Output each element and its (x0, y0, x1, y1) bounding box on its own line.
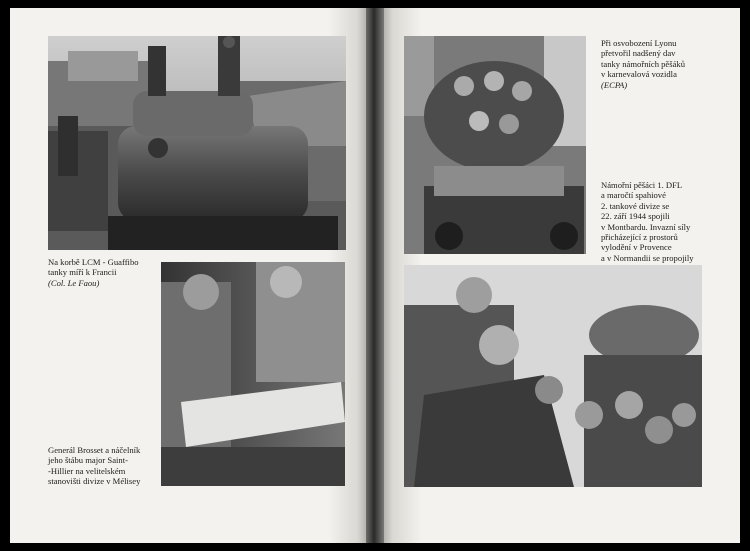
caption-line: přetvořil nadšený dav (601, 48, 676, 59)
tank-photo (48, 36, 346, 250)
officers-photo (161, 262, 345, 486)
caption-line: 2. tankové divize se (601, 200, 670, 211)
caption-tank (48, 257, 139, 288)
caption-line: vylodění v Provence (601, 242, 672, 253)
caption-line: Generál Brosset a náčelník (48, 445, 141, 455)
caption-line: v karnevalová vozidla (601, 69, 677, 80)
caption-line: a v Normandii se propojily (601, 252, 694, 263)
caption-line: Námořní pěšáci 1. DFL (601, 180, 683, 190)
caption-montbard (601, 180, 694, 263)
caption-credit: (Col. Le Faou) (48, 277, 100, 288)
caption-line: přicházející z prostorů (601, 232, 678, 243)
caption-line: v Montbardu. Invazní síly (601, 221, 691, 232)
soldiers-photo (404, 265, 702, 487)
caption-line: stanovišti divize v Mélisey (48, 476, 141, 487)
caption-line: jeho štábu major Saint- (48, 455, 128, 466)
caption-brosset (48, 445, 140, 487)
caption-line: Na korbě LCM - Guaffibo (48, 257, 139, 267)
caption-line: a maročtí spahiové (601, 190, 666, 201)
book-gutter (366, 8, 384, 543)
caption-lyon (601, 38, 685, 90)
caption-line: Při osvobození Lyonu (601, 38, 677, 48)
caption-credit: (ECPA) (601, 79, 628, 90)
caption-line: tanky míří k Francii (48, 267, 117, 278)
caption-line: -Hillier na velitelském (48, 465, 126, 476)
crowd-photo (404, 36, 586, 254)
caption-line: 22. září 1944 spojili (601, 211, 670, 222)
caption-line: tanky námořních pěšáků (601, 58, 686, 69)
